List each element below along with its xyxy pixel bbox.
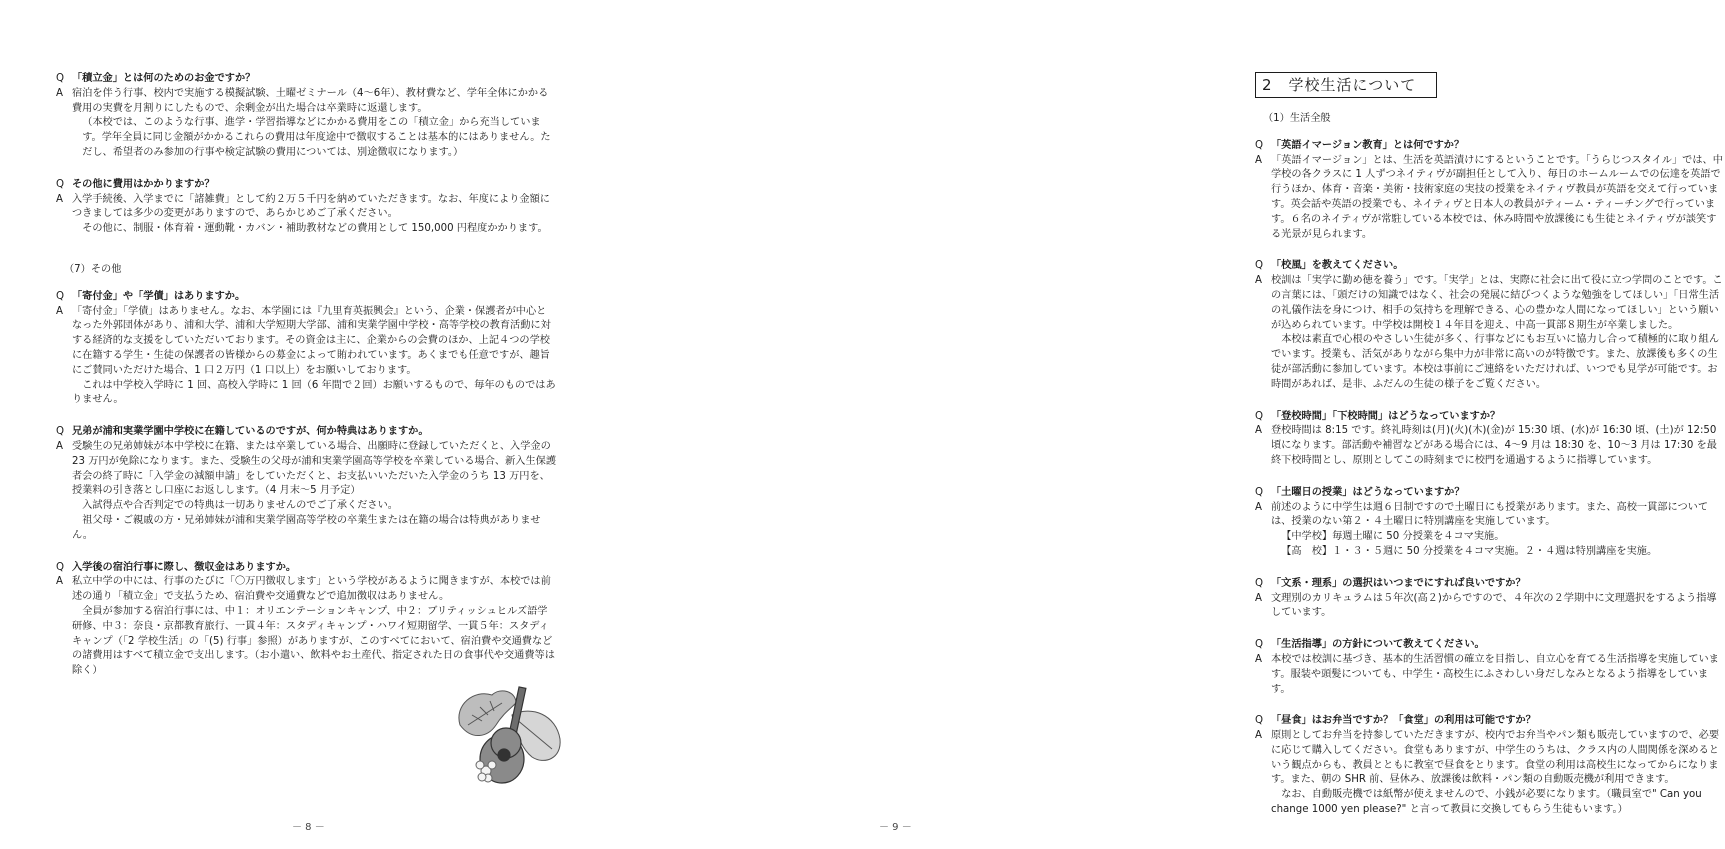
right-column [1255, 72, 1725, 835]
question: 「登校時間」「下校時間」はどうなっていますか？ [1271, 410, 1501, 422]
answer: 本校では校訓に基づき、基本的生活習慣の確立を目指し、自立心を育てる生活指導を実施しています。服装や頭髪についても、中学生・高校生にふさわしい身だしなみとなるよう指導をしています。 [1271, 653, 1719, 695]
answer: 登校時間は 8:15 です。終礼時刻は(月)(火)(木)(金)が 15:30 頃、(水)が 16:30 頃、(土)が 12:50 頃になります。部活動や補習などがある場合には、4～9 月は 18:30 を、10～3 月は 17:30 を最終下校時間とし、原則としてこの時刻までに校門を通過するように指導しています。 [1271, 425, 1717, 466]
qa-other-fees: Q その他に費用はかかりますか？ A 入学手続後、入学までに「諸雑費」として約２万５千円を納めていただきます。なお、年度により金額につきましては多少の変更がありますので、あらかじめご了承ください。 その他に、制服・体育着・運動靴・カバン・補助教材などの費用として 150,000 円程度かかります。 [56, 178, 556, 237]
answer: なお、自動販売機では紙幣が使えませんので、小銭が必要になります。（職員室で" Can you change 1000 yen please?" と言って教員に交換してもらう生徒もいます。） [1271, 789, 1702, 816]
page-number: － 9 － [879, 822, 912, 833]
question: 「昼食」はお弁当ですか？「食堂」の利用は可能ですか？ [1271, 715, 1536, 727]
qa-donation: Q 「寄付金」や「学債」はありますか。 A 「寄付金」「学債」はありません。なお、本学園には『九里育英振興会』という、企業・保護者が中心となった外郭団体があり、浦和大学、浦和大学短期大学部、浦和実業学園中学校・高等学校の教育活動に対する経済的な支援をしていただいております。その資金は主に、企業からの会費のほか、上記４つの学校に在籍する学生・生徒の保護者の皆様からの募金によって賄われています。あくまでも任意ですが、趣旨にご賛同いただけた場合、1 口２万円（1 口以上）をお願いしております。 これは中学校入学時に 1 回、高校入学時に 1 回（6 年間で２回）お願いするもので、毎年のものではありません。 [56, 290, 556, 408]
subsection-heading: （1）生活全般 [1263, 113, 1331, 124]
ukulele-leaf-illustration [452, 685, 564, 790]
answer: 「英語イマージョン」とは、生活を英語漬けにするということです。「うらじつスタイル」では、中学校の各クラスに 1 人ずつネイティヴが副担任として入り、毎日のホームルームでの伝達を英語で行うほか、体育・音楽・美術・技術家庭の実技の授業をネイティヴ教員が英語を交えて行っています。英会話や英語の授業でも、ネイティヴと日本人の教員がティーム・ティーチングで行っています。６名のネイティヴが常駐している本校では、休み時間や放課後にも生徒とネイティヴが談笑する光景が見られます。 [1271, 154, 1723, 240]
qa-saturday-classes: Q 「土曜日の授業」はどうなっていますか？ A 前述のように中学生は週６日制ですので土曜日にも授業があります。また、高校一貫部については、授業のない第２・４土曜日に特別講座を実施しています。 【中学校】毎週土曜に 50 分授業を４コマ実施。 【高 校】１・３・５週に 50 分授業を４コマ実施。２・４週は特別講座を実施。 [1255, 486, 1725, 560]
qa-student-guidance: Q 「生活指導」の方針について教えてください。 A 本校では校訓に基づき、基本的生活習慣の確立を目指し、自立心を育てる生活指導を実施しています。服装や頭髪についても、中学生・高校生にふさわしい身だしなみとなるよう指導をしています。 [1255, 638, 1725, 697]
page-left [0, 0, 600, 849]
question: 入学後の宿泊行事に際し、徴収金はありますか。 [72, 561, 297, 573]
answer: 受験生の兄弟姉妹が本中学校に在籍、または卒業している場合、出願時に登録していただくと、入学金の 23 万円が免除になります。また、受験生の父母が浦和実業学園高等学校を卒業している場合、新入生保護者会の終了時に「入学金の減額申請」をしていただくと、お支払いいただいた入学金のうち 13 万円を、授業料の引き落とし口座にお返しします。（4 月末～5 月予定） [72, 440, 557, 497]
page-number: － 8 － [292, 822, 325, 833]
question: 「文系・理系」の選択はいつまでにすれば良いですか？ [1271, 577, 1526, 589]
answer: 前述のように中学生は週６日制ですので土曜日にも授業があります。また、高校一貫部については、授業のない第２・４土曜日に特別講座を実施しています。 [1271, 501, 1709, 528]
answer: 入試得点や合否判定での特典は一切ありませんのでご了承ください。 [82, 500, 398, 512]
answer: 祖父母・ご親戚の方・兄弟姉妹が浦和実業学園高等学校の卒業生または在籍の場合は特典がありません。 [72, 514, 541, 541]
answer: 文理別のカリキュラムは５年次(高２)からですので、４年次の２学期中に文理選択をするよう指導しています。 [1271, 592, 1717, 619]
question: その他に費用はかかりますか？ [72, 178, 215, 190]
question: 「寄付金」や「学債」はありますか。 [72, 290, 246, 302]
answer: その他に、制服・体育着・運動靴・カバン・補助教材などの費用として 150,000 円程度かかります。 [82, 223, 548, 235]
answer: 「寄付金」「学債」はありません。なお、本学園には『九里育英振興会』という、企業・保護者が中心となった外郭団体があり、浦和大学、浦和大学短期大学部、浦和実業学園中学校・高等学校の教育活動に対する経済的な支援をしていただいております。その資金は主に、企業からの会費のほか、上記４つの学校に在籍する学生・生徒の保護者の皆様からの募金によって賄われています。あくまでも任意ですが、趣旨にご賛同いただけた場合、1 口２万円（1 口以上）をお願いしております。 [72, 305, 551, 376]
answer: 【中学校】毎週土曜に 50 分授業を４コマ実施。 [1281, 531, 1505, 543]
answer: 校訓は「実学に勤め徳を養う」です。「実学」とは、実際に社会に出て役に立つ学問のことです。この言葉には、「頭だけの知識ではなく、社会の発展に結びつくような勉強をしてほしい」「日常生活の礼儀作法を身につけ、相手の気持ちを理解できる、心の豊かな人間になってほしい」という願いが込められています。中学校は開校１４年目を迎え、中高一貫部８期生が卒業しました。 [1271, 275, 1723, 331]
qa-tsumitatekin: Q 「積立金」とは何のためのお金ですか？ A 宿泊を伴う行事、校内で実施する模擬試験、土曜ゼミナール（4～6年）、教材費など、学年全体にかかる費用の実費を月割りにしたもので、余剰金が出た場合は卒業時に返還します。 （本校では、このような行事、進学・学習指導などにかかる費用をこの「積立金」から充当しています。学年全員に同じ金額がかかるこれらの費用は年度途中で徴収することは基本的にはありません。ただし、希望者のみ参加の行事や検定試験の費用については、別途徴収になります。） [56, 72, 556, 161]
answer: （本校では、このような行事、進学・学習指導などにかかる費用をこの「積立金」から充当しています。学年全員に同じ金額がかかるこれらの費用は年度途中で徴収することは基本的にはありません。ただし、希望者のみ参加の行事や検定試験の費用については、別途徴収になります。） [82, 117, 551, 158]
answer: 宿泊を伴う行事、校内で実施する模擬試験、土曜ゼミナール（4～6年）、教材費など、学年全体にかかる費用の実費を月割りにしたもので、余剰金が出た場合は卒業時に返還します。 [72, 87, 549, 114]
answer: 私立中学の中には、行事のたびに「〇万円徴収します」という学校があるように聞きますが、本校では前述の通り「積立金」で支払うため、宿泊費や交通費などで追加徴収はありません。 [72, 576, 551, 603]
answer: 本校は素直で心根のやさしい生徒が多く、行事などにもお互いに協力し合って積極的に取り組んでいます。授業も、活気がありながら集中力が非常に高いのが特徴です。また、放課後も多くの生徒が部活動に参加しています。本校は事前にご連絡をいただければ、いつでも見学が可能です。お時間があれば、是非、ふだんの生徒の様子をご覧ください。 [1271, 334, 1720, 390]
answer: これは中学校入学時に 1 回、高校入学時に 1 回（6 年間で２回）お願いするもので、毎年のものではありません。 [72, 379, 556, 406]
left-column [56, 72, 556, 696]
answer: 全員が参加する宿泊行事には、中１：オリエンテーションキャンプ、中２：ブリティッシュヒルズ語学研修、中３：奈良・京都教育旅行、一貫４年：スタディキャンプ・ハワイ短期留学、一貫５年：スタディキャンプ（「2 学校生活」の「(5) 行事」参照）がありますが、このすべてにおいて、宿泊費や交通費などの諸費用はすべて積立金で支出します。（お小遣い、飲料やお土産代、指定された日の食事代や交通費等は除く） [72, 605, 555, 677]
qa-lunch: Q 「昼食」はお弁当ですか？「食堂」の利用は可能ですか？ A 原則としてお弁当を持参していただきますが、校内でお弁当やパン類も販売していますので、必要に応じて購入してください。食堂もありますが、中学生のうちは、クラス内の人間関係を深めるという観点からも、教員とともに教室で昼食をとります。食堂の利用は高校生になってからになります。また、朝の SHR 前、昼休み、放課後は飲料・パン類の自動販売機が利用できます。 なお、自動販売機では紙幣が使えませんので、小銭が必要になります。（職員室で" Can you change 1000 yen please?" と言って教員に交換してもらう生徒もいます。） [1255, 714, 1725, 818]
question: 「積立金」とは何のためのお金ですか？ [72, 73, 256, 84]
section-heading-other: （7）その他 [64, 263, 122, 275]
answer: 【高 校】１・３・５週に 50 分授業を４コマ実施。２・４週は特別講座を実施。 [1281, 545, 1658, 557]
qa-trip-fees: Q 入学後の宿泊行事に際し、徴収金はありますか。 A 私立中学の中には、行事のたびに「〇万円徴収します」という学校があるように聞きますが、本校では前述の通り「積立金」で支払うため、宿泊費や交通費などで追加徴収はありません。 全員が参加する宿泊行事には、中１：オリエンテーションキャンプ、中２：ブリティッシュヒルズ語学研修、中３：奈良・京都教育旅行、一貫４年：スタディキャンプ・ハワイ短期留学、一貫５年：スタディキャンプ（「2 学校生活」の「(5) 行事」参照）がありますが、このすべてにおいて、宿泊費や交通費などの諸費用はすべて積立金で支出します。（お小遣い、飲料やお土産代、指定された日の食事代や交通費等は除く） [56, 561, 556, 679]
page-right [600, 0, 1723, 849]
question: 「校風」を教えてください。 [1271, 260, 1404, 272]
question: 「生活指導」の方針について教えてください。 [1271, 639, 1485, 651]
qa-school-hours: Q 「登校時間」「下校時間」はどうなっていますか？ A 登校時間は 8:15 です。終礼時刻は(月)(火)(木)(金)が 15:30 頃、(水)が 16:30 頃、(土)が 12:50 頃になります。部活動や補習などがある場合には、4～9 月は 18:30 を、10～3 月は 17:30 を最終下校時間とし、原則としてこの時刻までに校門を通過するように指導しています。 [1255, 410, 1725, 469]
question: 「英語イマージョン教育」とは何ですか？ [1271, 139, 1465, 151]
question: 兄弟が浦和実業学園中学校に在籍しているのですが、何か特典はありますか。 [72, 426, 429, 438]
qa-course-selection: Q 「文系・理系」の選択はいつまでにすれば良いですか？ A 文理別のカリキュラムは５年次(高２)からですので、４年次の２学期中に文理選択をするよう指導しています。 [1255, 577, 1725, 621]
question: 「土曜日の授業」はどうなっていますか？ [1271, 486, 1465, 498]
qa-school-culture: Q 「校風」を教えてください。 A 校訓は「実学に勤め徳を養う」です。「実学」とは、実際に社会に出て役に立つ学問のことです。この言葉には、「頭だけの知識ではなく、社会の発展に結びつくような勉強をしてほしい」「日常生活の礼儀作法を身につけ、相手の気持ちを理解できる、心の豊かな人間になってほしい」という願いが込められています。中学校は開校１４年目を迎え、中高一貫部８期生が卒業しました。 本校は素直で心根のやさしい生徒が多く、行事などにもお互いに協力し合って積極的に取り組んでいます。授業も、活気がありながら集中力が非常に高いのが特徴です。また、放課後も多くの生徒が部活動に参加しています。本校は事前にご連絡をいただければ、いつでも見学が可能です。お時間があれば、是非、ふだんの生徒の様子をご覧ください。 [1255, 259, 1725, 392]
qa-immersion: Q 「英語イマージョン教育」とは何ですか？ A 「英語イマージョン」とは、生活を英語漬けにするということです。「うらじつスタイル」では、中学校の各クラスに 1 人ずつネイティヴが副担任として入り、毎日のホームルームでの伝達を英語で行うほか、体育・音楽・美術・技術家庭の実技の授業をネイティヴ教員が英語を交えて行っています。英会話や英語の授業でも、ネイティヴと日本人の教員がティーム・ティーチングで行っています。６名のネイティヴが常駐している本校では、休み時間や放課後にも生徒とネイティヴが談笑する光景が見られます。 [1255, 139, 1725, 243]
answer: 入学手続後、入学までに「諸雑費」として約２万５千円を納めていただきます。なお、年度により金額につきましては多少の変更がありますので、あらかじめご了承ください。 [72, 193, 550, 220]
qa-sibling-benefit: Q 兄弟が浦和実業学園中学校に在籍しているのですが、何か特典はありますか。 A 受験生の兄弟姉妹が本中学校に在籍、または卒業している場合、出願時に登録していただくと、入学金の 23 万円が免除になります。また、受験生の父母が浦和実業学園高等学校を卒業している場合、新入生保護者会の終了時に「入学金の減額申請」をしていただくと、お支払いいただいた入学金のうち 13 万円を、授業料の引き落とし口座にお返しします。（4 月末～5 月予定） 入試得点や合否判定での特典は一切ありませんのでご了承ください。 祖父母・ご親戚の方・兄弟姉妹が浦和実業学園高等学校の卒業生または在籍の場合は特典がありません。 [56, 425, 556, 543]
answer: 原則としてお弁当を持参していただきますが、校内でお弁当やパン類も販売していますので、必要に応じて購入してください。食堂もありますが、中学生のうちは、クラス内の人間関係を深めるという観点からも、教員とともに教室で昼食をとります。食堂の利用は高校生になってからになります。また、朝の SHR 前、昼休み、放課後は飲料・パン類の自動販売機が利用できます。 [1271, 730, 1720, 786]
section-heading: 2 学校生活について [1255, 72, 1437, 98]
